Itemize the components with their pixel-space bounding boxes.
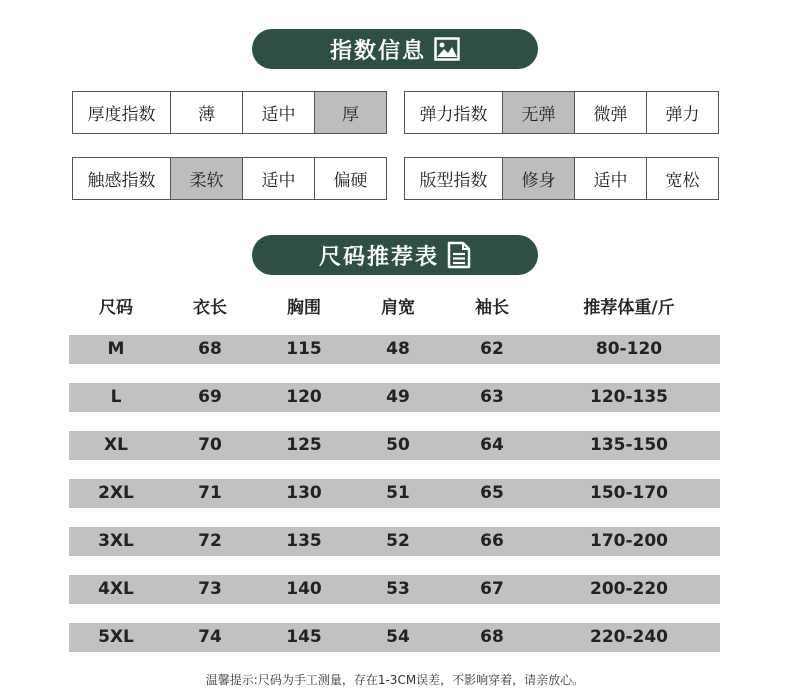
table-row	[69, 479, 720, 508]
cell-sleeve: 64	[480, 435, 504, 455]
size-section-header	[252, 235, 538, 275]
index-section-header	[252, 29, 538, 69]
cell-sleeve: 62	[480, 339, 504, 359]
header-length: 衣长	[193, 298, 227, 318]
cell-sleeve: 65	[480, 483, 504, 503]
index-section-title: 指数信息	[329, 38, 426, 64]
document-icon	[447, 241, 471, 269]
cell-sleeve: 66	[480, 531, 504, 551]
index-option: 适中	[243, 92, 315, 133]
table-row	[69, 335, 720, 364]
cell-chest: 120	[286, 387, 322, 407]
header-sleeve: 袖长	[475, 298, 509, 318]
cell-shoulder: 51	[386, 483, 410, 503]
index-option: 宽松	[647, 158, 719, 199]
table-row	[69, 623, 720, 652]
cell-shoulder: 48	[386, 339, 410, 359]
cell-size: 2XL	[98, 483, 134, 503]
cell-chest: 115	[286, 339, 322, 359]
cell-shoulder: 54	[386, 627, 410, 647]
cell-sleeve: 63	[480, 387, 504, 407]
cell-size: 4XL	[98, 579, 134, 599]
index-label: 厚度指数	[73, 92, 171, 133]
size-table-header	[69, 293, 720, 323]
index-table-fit	[404, 157, 719, 200]
cell-chest: 125	[286, 435, 322, 455]
cell-shoulder: 52	[386, 531, 410, 551]
index-label: 版型指数	[405, 158, 503, 199]
index-option: 薄	[171, 92, 243, 133]
cell-size: 3XL	[98, 531, 134, 551]
index-option: 微弹	[575, 92, 647, 133]
table-row	[69, 575, 720, 604]
index-option-selected: 厚	[315, 92, 387, 133]
index-table-touch	[72, 157, 387, 200]
cell-length: 74	[198, 627, 222, 647]
cell-size: M	[107, 339, 125, 359]
index-table-elasticity	[404, 91, 719, 134]
cell-length: 72	[198, 531, 222, 551]
index-label: 弹力指数	[405, 92, 503, 133]
index-label: 触感指数	[73, 158, 171, 199]
index-option: 弹力	[647, 92, 719, 133]
cell-weight: 220-240	[589, 627, 669, 647]
table-row	[69, 527, 720, 556]
cell-weight: 135-150	[589, 435, 669, 455]
measurement-note: 温馨提示:尺码为手工测量，存在1-3CM误差，不影响穿着，请亲放心。	[205, 673, 585, 687]
cell-chest: 145	[286, 627, 322, 647]
index-option: 偏硬	[315, 158, 387, 199]
cell-weight: 200-220	[589, 579, 669, 599]
cell-length: 68	[198, 339, 222, 359]
cell-weight: 150-170	[589, 483, 669, 503]
cell-length: 73	[198, 579, 222, 599]
table-row	[69, 383, 720, 412]
cell-sleeve: 68	[480, 627, 504, 647]
cell-length: 71	[198, 483, 222, 503]
header-size: 尺码	[99, 298, 133, 318]
cell-chest: 140	[286, 579, 322, 599]
index-option-selected: 修身	[503, 158, 575, 199]
index-option: 适中	[575, 158, 647, 199]
cell-length: 69	[198, 387, 222, 407]
cell-chest: 130	[286, 483, 322, 503]
size-section-title: 尺码推荐表	[318, 244, 439, 270]
index-option: 适中	[243, 158, 315, 199]
cell-length: 70	[198, 435, 222, 455]
cell-weight: 170-200	[589, 531, 669, 551]
cell-size: L	[110, 387, 122, 407]
cell-weight: 80-120	[595, 339, 663, 359]
image-icon	[434, 37, 460, 61]
cell-weight: 120-135	[589, 387, 669, 407]
header-shoulder: 肩宽	[381, 298, 415, 318]
cell-size: 5XL	[98, 627, 134, 647]
index-table-thickness	[72, 91, 387, 134]
cell-shoulder: 50	[386, 435, 410, 455]
header-chest: 胸围	[287, 298, 321, 318]
index-option-selected: 无弹	[503, 92, 575, 133]
cell-shoulder: 53	[386, 579, 410, 599]
table-row	[69, 431, 720, 460]
cell-size: XL	[104, 435, 128, 455]
cell-chest: 135	[286, 531, 322, 551]
cell-shoulder: 49	[386, 387, 410, 407]
header-weight: 推荐体重/斤	[583, 298, 675, 318]
index-option-selected: 柔软	[171, 158, 243, 199]
cell-sleeve: 67	[480, 579, 504, 599]
